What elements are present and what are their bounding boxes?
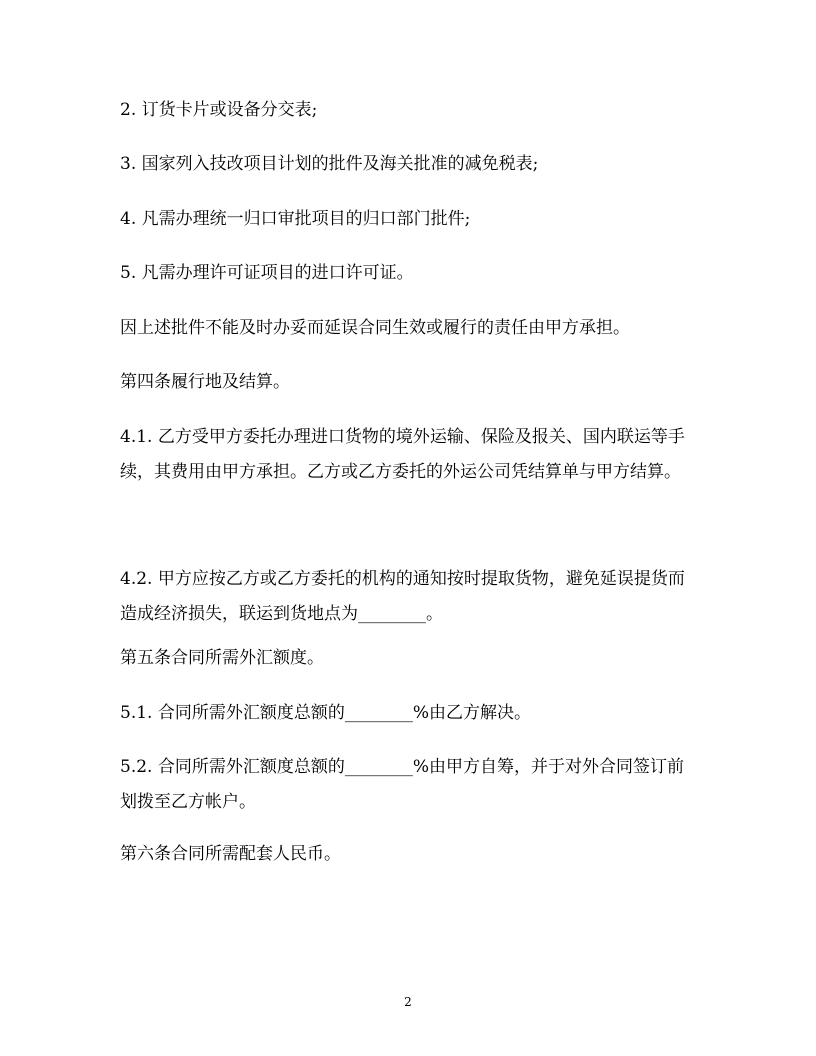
paragraph: 2. 订货卡片或设备分交表;	[120, 100, 318, 120]
section-heading: 第五条合同所需外汇额度。	[120, 648, 324, 668]
paragraph: 5.1. 合同所需外汇额度总额的________%由乙方解决。	[120, 703, 531, 723]
section-heading: 第四条履行地及结算。	[120, 372, 290, 392]
paragraph: 5.2. 合同所需外汇额度总额的________%由甲方自筹，并于对外合同签订前划拨至乙方帐户。	[120, 757, 684, 812]
paragraph: 5. 凡需办理许可证项目的进口许可证。	[120, 263, 414, 283]
paragraph: 4.2. 甲方应按乙方或乙方委托的机构的通知按时提取货物，避免延误提货而造成经济损失，联运到货地点为________。	[120, 569, 685, 624]
paragraph: 4. 凡需办理统一归口审批项目的归口部门批件;	[120, 209, 471, 229]
section-heading: 第六条合同所需配套人民币。	[120, 844, 341, 864]
page-number: 2	[404, 995, 412, 1009]
paragraph: 3. 国家列入技改项目计划的批件及海关批准的减免税表;	[120, 154, 539, 174]
paragraph: 因上述批件不能及时办妥而延误合同生效或履行的责任由甲方承担。	[120, 318, 630, 338]
paragraph: 4.1. 乙方受甲方委托办理进口货物的境外运输、保险及报关、国内联运等手续，其费用由甲方承担。乙方或乙方委托的外运公司凭结算单与甲方结算。	[120, 427, 685, 482]
